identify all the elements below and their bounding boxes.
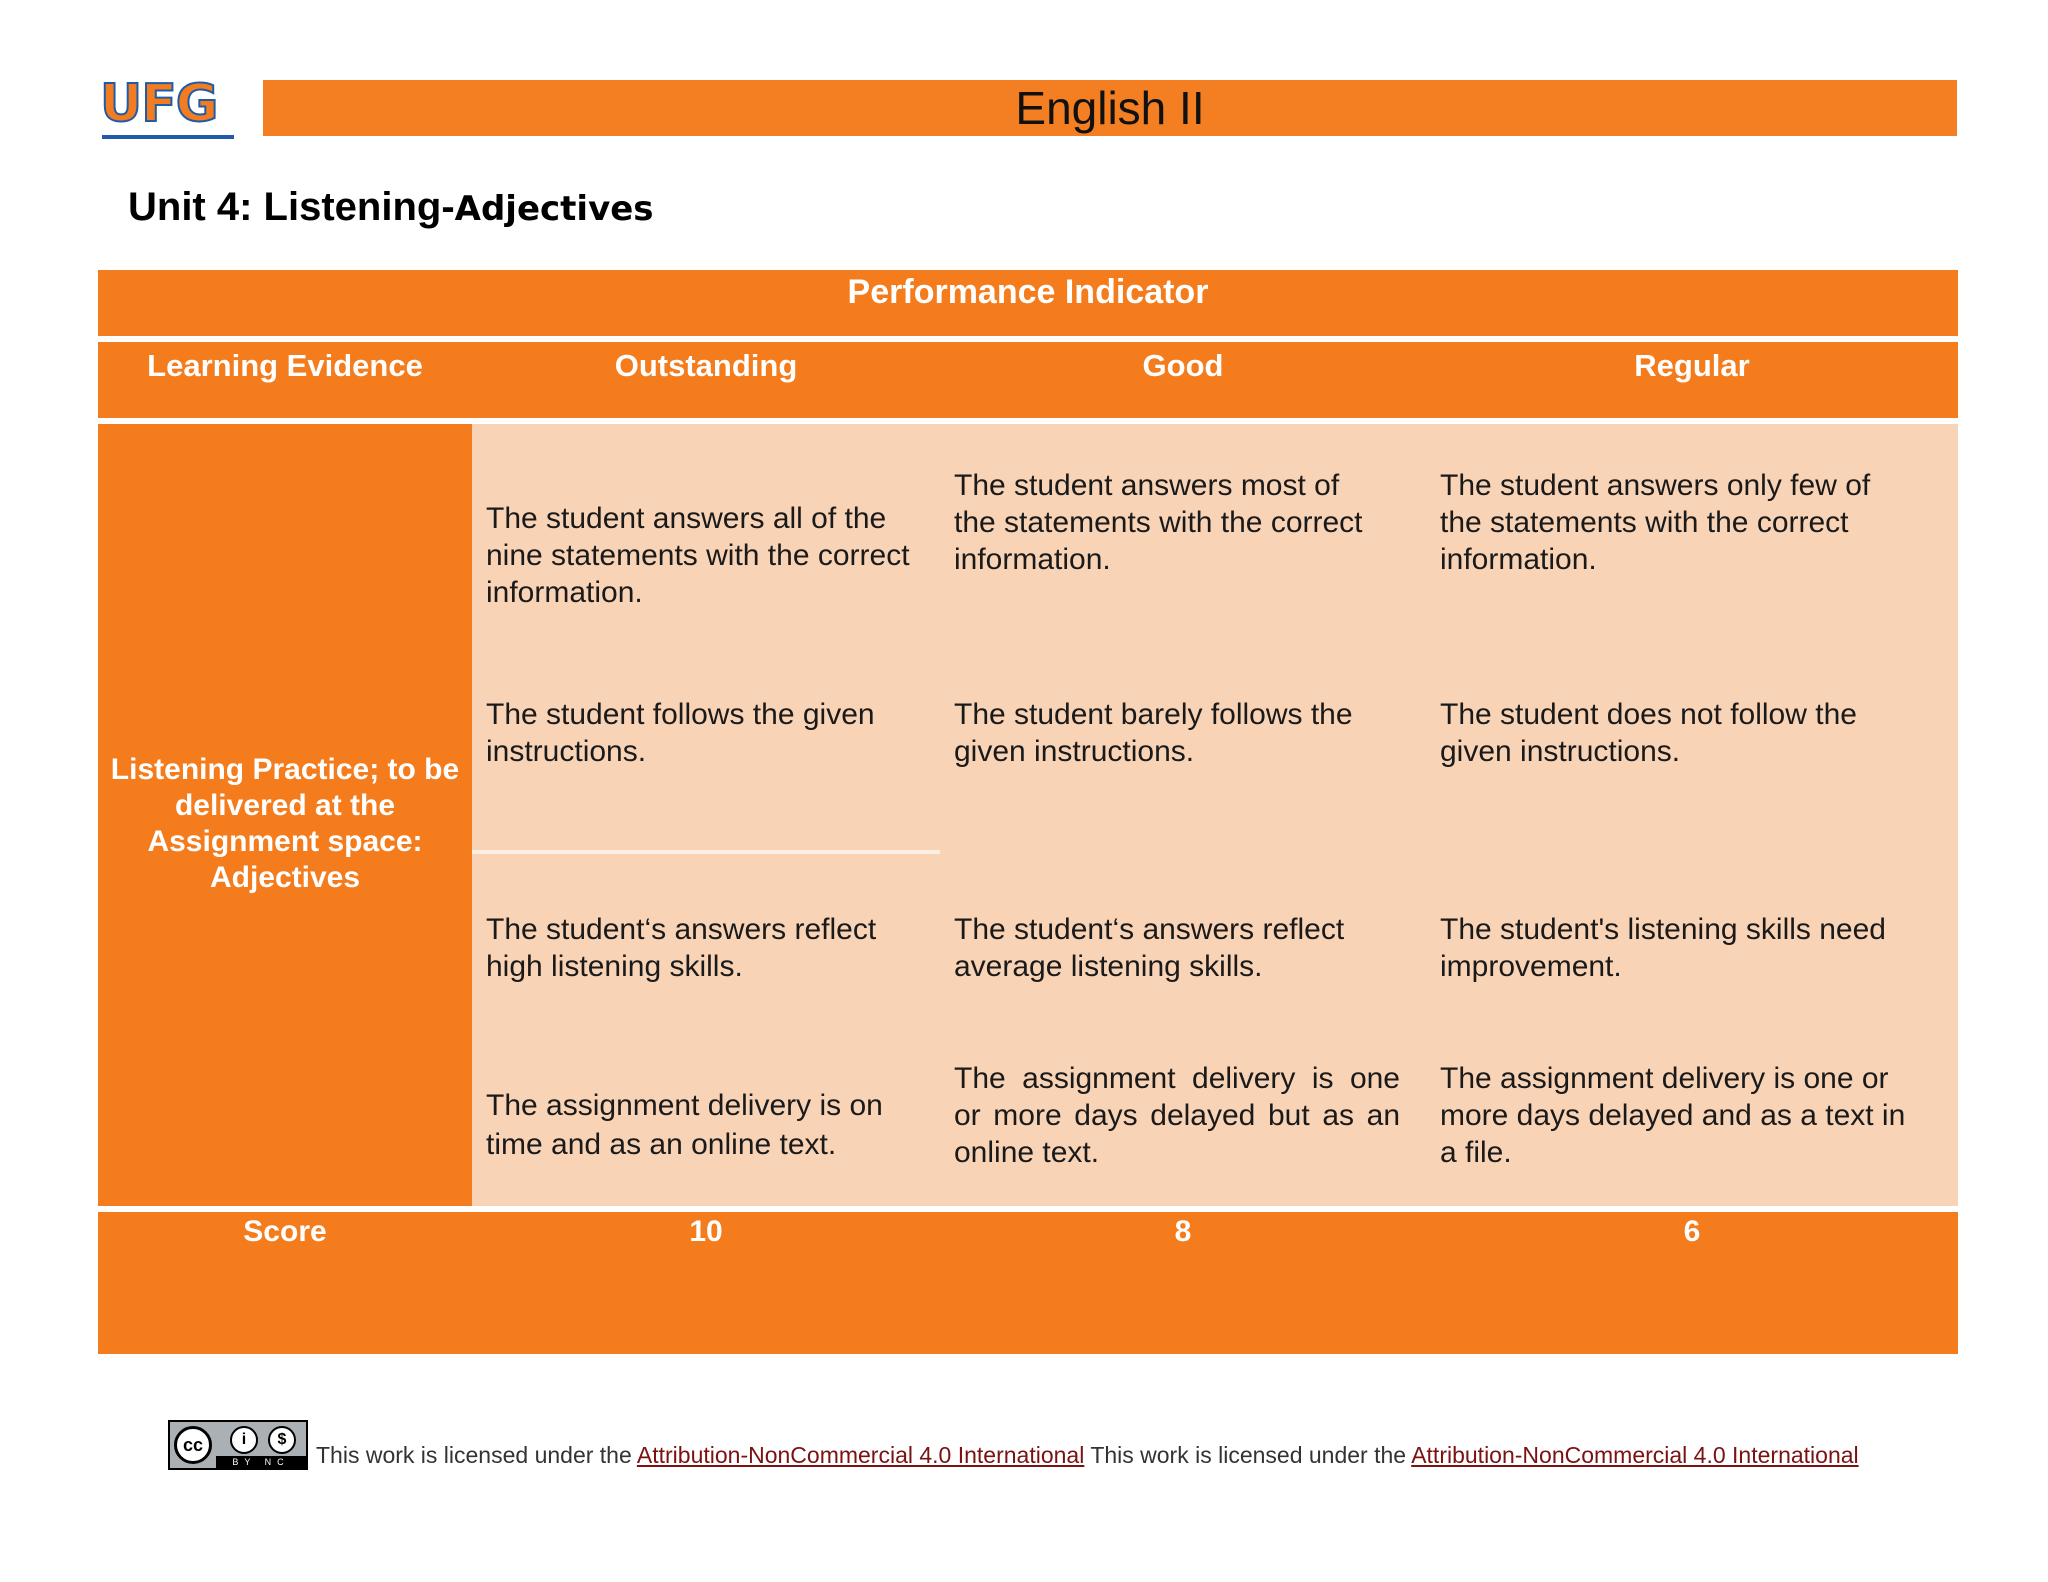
col-regular: Regular bbox=[1634, 348, 1750, 383]
score-label: Score bbox=[243, 1215, 327, 1248]
logo-mark: UFG bbox=[100, 74, 218, 134]
row2-good: The student barely follows the given instructions. bbox=[954, 698, 1353, 768]
license-link[interactable]: Attribution-NonCommercial 4.0 International bbox=[636, 1442, 1085, 1468]
row3-regular: The student's listening skills need improvement. bbox=[1440, 913, 1886, 983]
unit-title: Unit 4: Listening- bbox=[128, 185, 455, 229]
row4-regular: The assignment delivery is one or more days delayed and as a text in a file. bbox=[1440, 1062, 1906, 1169]
noncommercial-icon: $ bbox=[268, 1426, 296, 1454]
cc-badge-strip: BY NC bbox=[216, 1456, 306, 1468]
learning-evidence-label: Listening Practice; to be delivered at the Assignment space: Adjectives bbox=[110, 753, 460, 894]
score-outstanding: 10 bbox=[689, 1215, 723, 1248]
course-title-bar bbox=[263, 80, 1957, 136]
score-regular: 6 bbox=[1683, 1215, 1701, 1248]
cc-icon: cc bbox=[174, 1426, 212, 1464]
cc-license-badge-icon bbox=[168, 1420, 308, 1470]
column-header-row bbox=[98, 342, 1958, 418]
score-good: 8 bbox=[1174, 1215, 1192, 1248]
score-row bbox=[98, 1212, 1958, 1354]
performance-indicator-header bbox=[98, 270, 1958, 336]
license-link-2[interactable]: Attribution-NonCommercial 4.0 International bbox=[1411, 1442, 1859, 1468]
col-learning-evidence: Learning Evidence bbox=[147, 348, 423, 383]
learning-evidence-cell bbox=[98, 424, 472, 1206]
col-outstanding: Outstanding bbox=[614, 348, 798, 383]
performance-indicator-label: Performance Indicator bbox=[847, 273, 1209, 311]
row3-outstanding: The student‘s answers reflect high listening skills. bbox=[486, 913, 877, 983]
row3-good: The student‘s answers reflect average listening skills. bbox=[954, 913, 1345, 983]
col-good: Good bbox=[1142, 348, 1224, 383]
course-title: English II bbox=[1015, 82, 1205, 134]
row-divider bbox=[472, 850, 940, 854]
unit-heading bbox=[128, 185, 654, 230]
unit-subtitle: Adjectives bbox=[454, 189, 654, 229]
row1-outstanding: The student answers all of the nine statements with the correct information. bbox=[486, 502, 910, 609]
row2-regular: The student does not follow the given instructions. bbox=[1440, 698, 1857, 768]
license-prefix: This work is licensed under the bbox=[316, 1442, 637, 1468]
license-prefix-2: This work is licensed under the bbox=[1090, 1442, 1412, 1468]
row1-good: The student answers most of the statements with the correct information. bbox=[954, 469, 1363, 576]
row4-good: The assignment delivery is one or more days delayed but as an online text. bbox=[954, 1062, 1400, 1169]
logo-underline bbox=[102, 135, 234, 139]
row4-outstanding: The assignment delivery is on time and as an online text. bbox=[486, 1089, 883, 1161]
license-text bbox=[316, 1442, 1859, 1469]
row1-regular: The student answers only few of the statements with the correct information. bbox=[1440, 469, 1871, 576]
ufg-logo bbox=[100, 74, 236, 140]
row2-outstanding: The student follows the given instructions. bbox=[486, 698, 875, 768]
attribution-icon: i bbox=[230, 1426, 258, 1454]
